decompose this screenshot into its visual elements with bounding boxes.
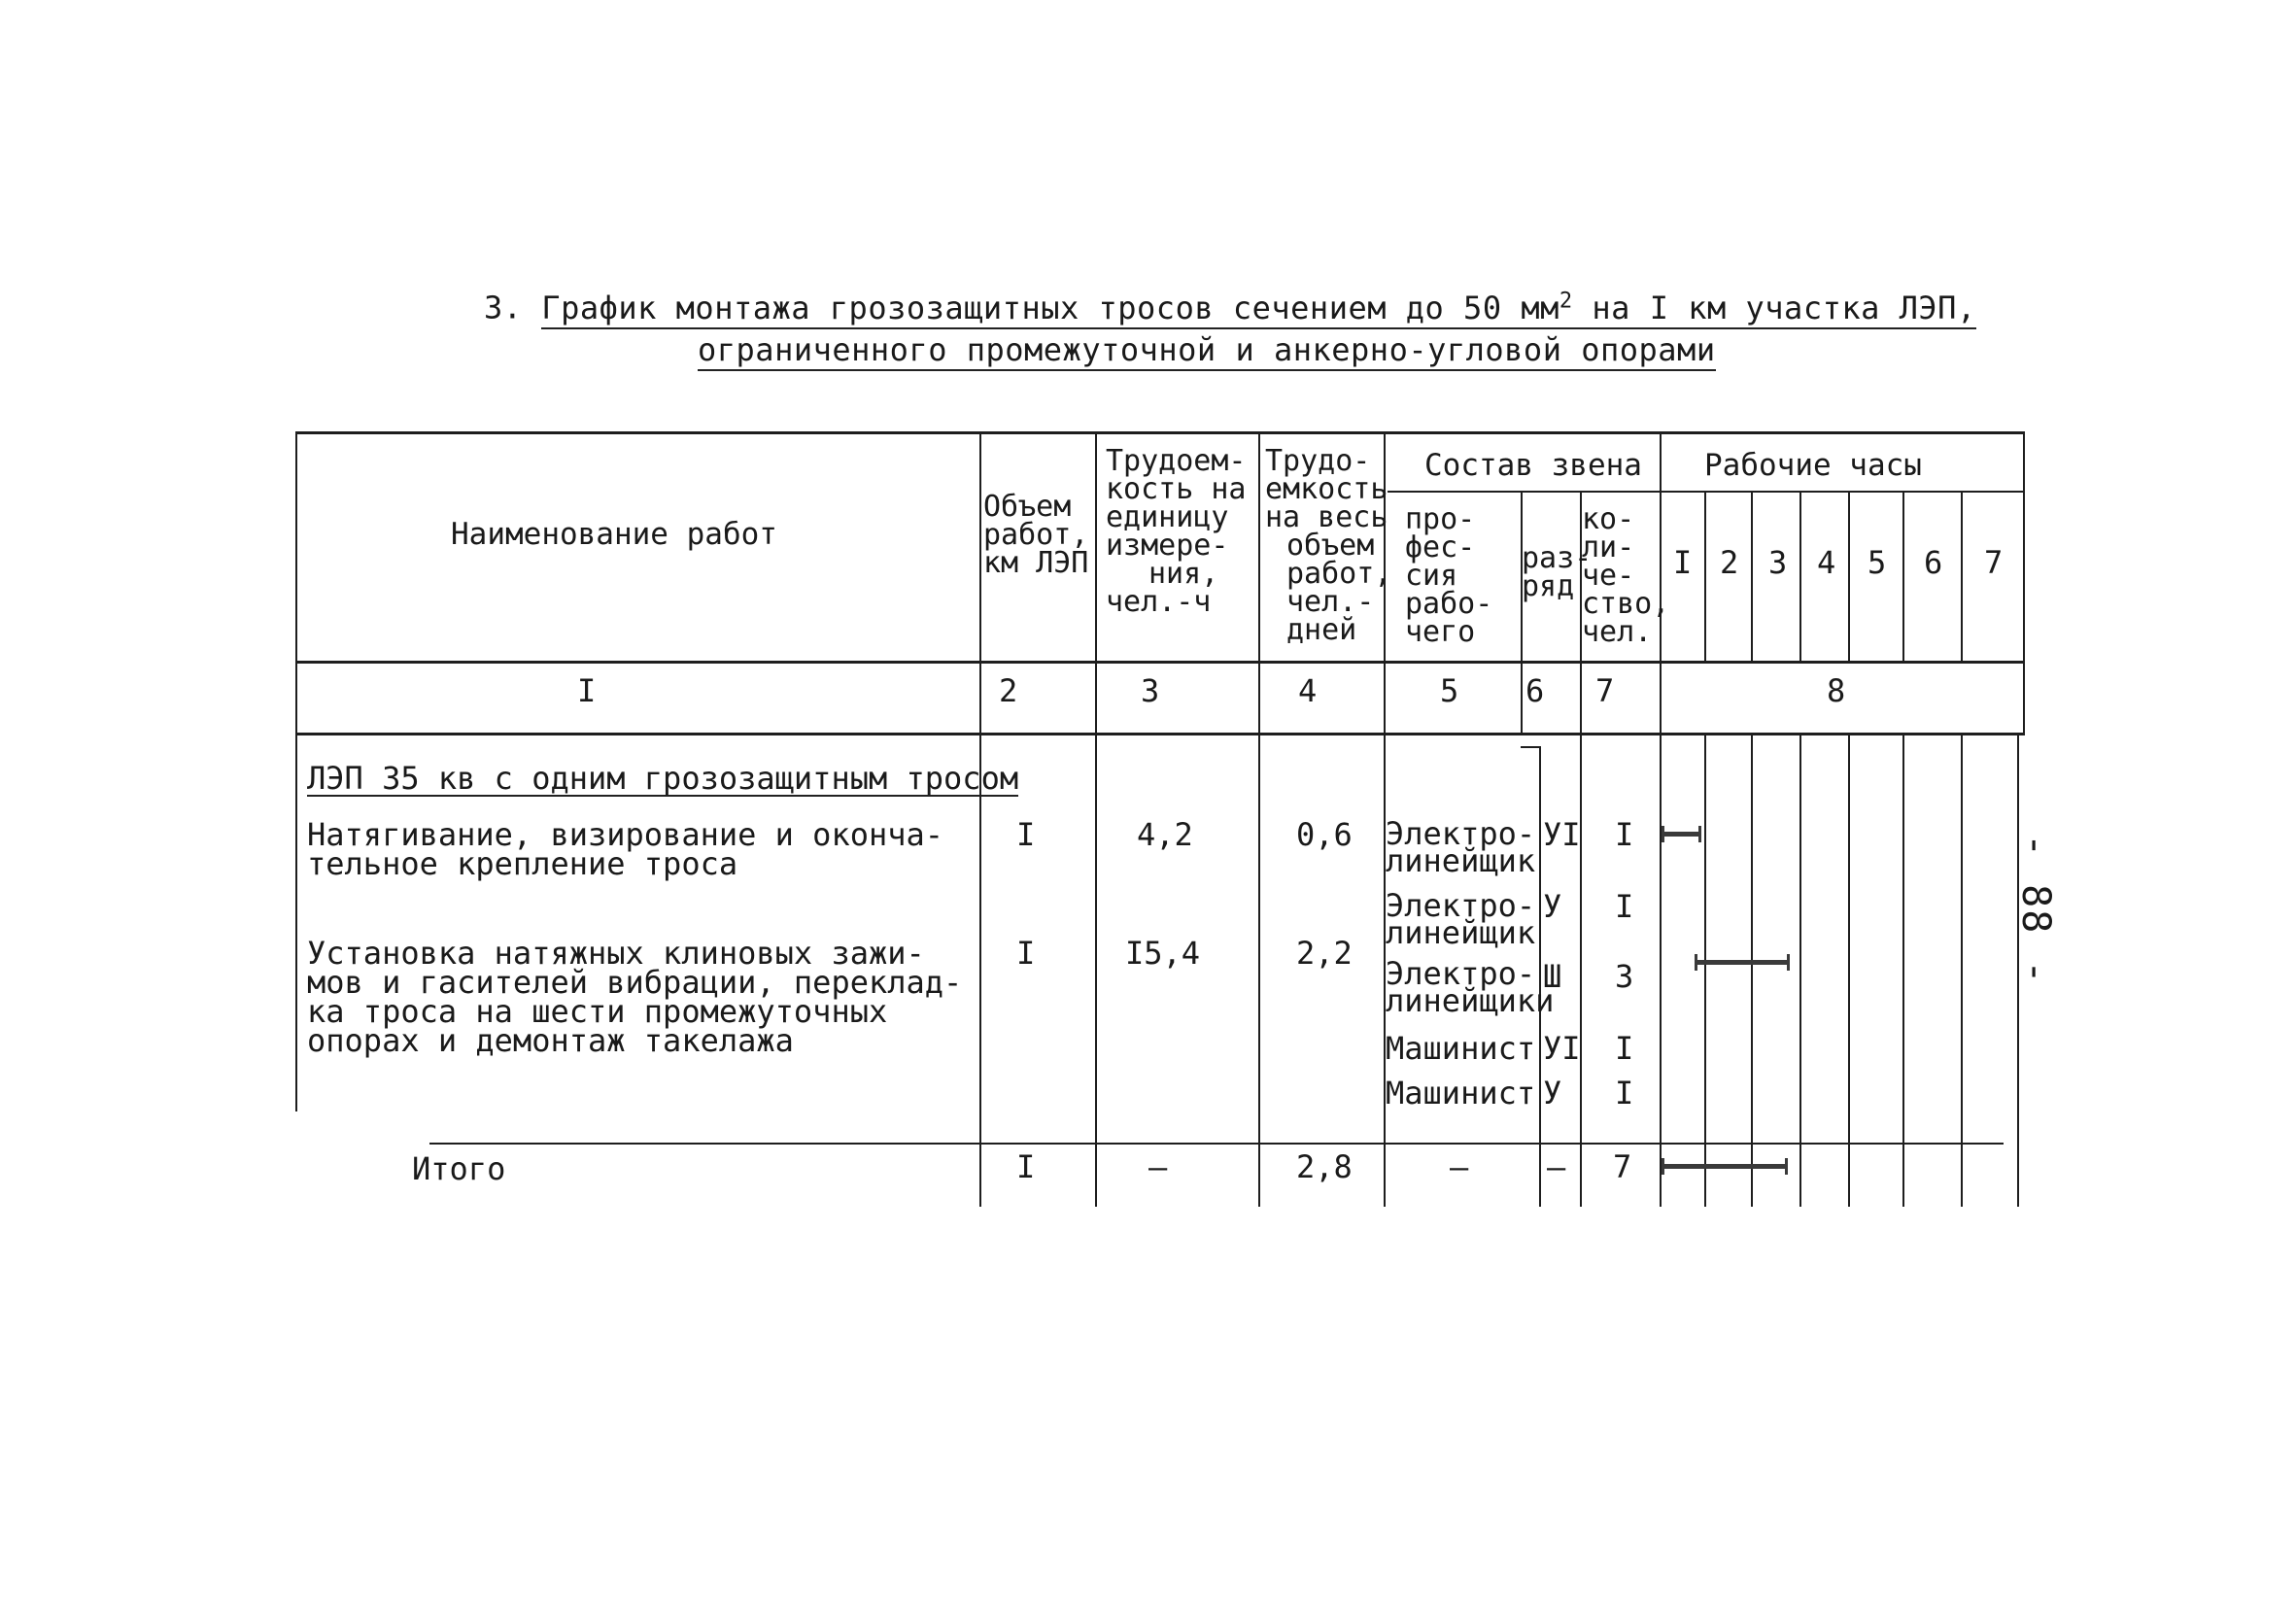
colnum-7: 7 xyxy=(1595,672,1615,709)
labor-unit-value: 4,2 xyxy=(1137,816,1193,853)
count-value: I xyxy=(1615,1075,1634,1111)
colnum-4: 4 xyxy=(1298,672,1318,709)
header-count: ко- ли- че- ство, чел. xyxy=(1582,502,1670,649)
colnum-8: 8 xyxy=(1827,672,1846,709)
labor-total-value: 0,6 xyxy=(1296,816,1353,853)
profession-value: Электро- линейщик xyxy=(1386,815,1536,879)
header-crew: Состав звена xyxy=(1424,448,1642,483)
total-labor-total: 2,8 xyxy=(1296,1148,1353,1185)
hour-2: 2 xyxy=(1720,544,1739,581)
colnum-6: 6 xyxy=(1525,672,1545,709)
colnum-2: 2 xyxy=(999,672,1018,709)
colnum-5: 5 xyxy=(1440,672,1459,709)
gantt-bar-cap xyxy=(1698,826,1701,842)
count-value: 3 xyxy=(1615,958,1634,995)
total-count: 7 xyxy=(1613,1148,1632,1185)
gantt-bar-cap xyxy=(1785,1158,1788,1175)
header-profession: про- фес- сия рабо- чего xyxy=(1405,502,1493,649)
profession-value: Электро- линейщики xyxy=(1386,955,1555,1019)
count-value: I xyxy=(1615,888,1634,925)
gantt-bar-cap xyxy=(1787,954,1790,971)
total-profession: – xyxy=(1450,1148,1469,1185)
gantt-bar xyxy=(1662,832,1701,837)
gantt-bar-cap xyxy=(1662,1158,1664,1175)
gantt-bar-cap xyxy=(1695,954,1697,971)
labor-total-value: 2,2 xyxy=(1296,935,1353,972)
title-line-2: ограниченного промежуточной и анкерно-угловой опорами xyxy=(698,331,1716,371)
volume-value: I xyxy=(1016,935,1036,972)
profession-value: Машинист xyxy=(1386,1075,1536,1111)
title-line-1 xyxy=(484,289,1976,326)
total-label: Итого xyxy=(412,1150,506,1187)
hour-4: 4 xyxy=(1817,544,1836,581)
header-grade: раз- ряд xyxy=(1522,541,1593,603)
total-volume: I xyxy=(1016,1148,1036,1185)
colnum-3: 3 xyxy=(1141,672,1160,709)
colnum-1: I xyxy=(577,672,597,709)
page-number: - 88 - xyxy=(2013,834,2058,986)
gantt-bar xyxy=(1662,1164,1788,1169)
total-labor-unit: – xyxy=(1148,1148,1168,1185)
grade-value: УI xyxy=(1543,816,1581,853)
header-labor-unit: Трудоем- кость на единицу измере- ния, чел.-ч xyxy=(1106,444,1247,619)
gantt-bar-cap xyxy=(1662,826,1664,842)
header-name: Наименование работ xyxy=(451,517,777,552)
title-text-1: График монтажа грозозащитных тросов сечением до 50 $мм^2$ на I км участка ЛЭП, xyxy=(541,290,1975,329)
header-hours: Рабочие часы xyxy=(1704,448,1922,483)
gantt-bar xyxy=(1695,960,1790,965)
header-labor-total: Трудо- емкость на весь объем работ, чел.- дней xyxy=(1265,444,1392,647)
work-name: Установка натяжных клиновых зажи- мов и гасителей вибрации, переклад- ка троса на шести промежуточных опорах и демонтаж такелажа xyxy=(307,935,963,1059)
hour-3: 3 xyxy=(1768,544,1788,581)
volume-value: I xyxy=(1016,816,1036,853)
grade-value: У xyxy=(1543,888,1562,925)
count-value: I xyxy=(1615,1030,1634,1067)
hour-1: I xyxy=(1673,544,1693,581)
superscript: 2 xyxy=(1559,289,1573,313)
grade-value: Ш xyxy=(1543,958,1562,995)
section-number: 3. xyxy=(484,289,523,326)
total-grade: – xyxy=(1547,1148,1566,1185)
labor-unit-value: I5,4 xyxy=(1125,935,1201,972)
header-volume: Объем работ, км ЛЭП xyxy=(983,490,1089,580)
hour-5: 5 xyxy=(1868,544,1887,581)
section-title: ЛЭП 35 кв с одним грозозащитным тросом xyxy=(307,760,1019,797)
grade-value: УI xyxy=(1543,1030,1581,1067)
profession-value: Электро- линейщик xyxy=(1386,887,1536,951)
hour-6: 6 xyxy=(1924,544,1943,581)
work-name: Натягивание, визирование и оконча- тельное крепление троса xyxy=(307,816,944,882)
count-value: I xyxy=(1615,816,1634,853)
hour-7: 7 xyxy=(1984,544,2004,581)
grade-value: У xyxy=(1543,1075,1562,1111)
profession-value: Машинист xyxy=(1386,1030,1536,1067)
